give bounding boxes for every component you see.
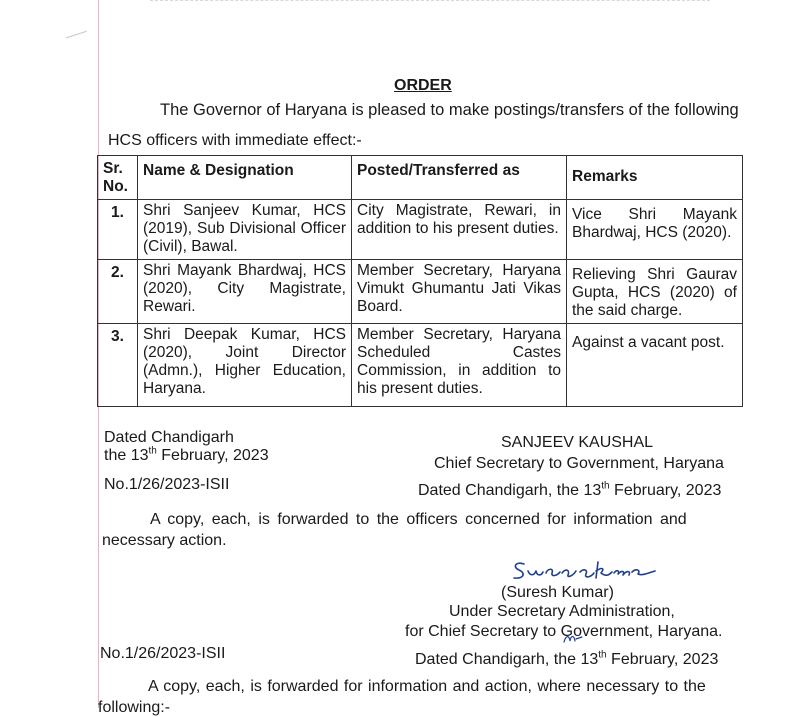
signatory-2-designation-2: for Chief Secretary to Government, Haryana. [405, 623, 723, 640]
table-header-row [98, 156, 743, 200]
table-row [98, 200, 743, 260]
signatory-2-name: (Suresh Kumar) [501, 584, 614, 601]
copy-forward-line-2: necessary action. [102, 532, 227, 549]
endorsement-number: No.1/26/2023-ISII [104, 476, 230, 493]
signatory-designation: Chief Secretary to Government, Haryana [434, 455, 724, 472]
dated-date: the 13th February, 2023 [104, 445, 269, 464]
endorsement-date: Dated Chandigarh, the 13th February, 2023 [418, 480, 722, 499]
row-remarks: Relieving Shri Gaurav Gupta, HCS (2020) of the said charge. [567, 260, 743, 324]
postings-table [97, 155, 743, 407]
row-sr: 2. [98, 260, 138, 324]
intro-line-1: The Governor of Haryana is pleased to make postings/transfers of the following [160, 101, 739, 119]
intro-line-2: HCS officers with immediate effect:- [108, 132, 362, 149]
row-remarks: Vice Shri Mayank Bhardwaj, HCS (2020). [567, 200, 743, 260]
row-sr: 1. [98, 200, 138, 260]
row-name-designation: Shri Mayank Bhardwaj, HCS (2020), City Magistrate, Rewari. [138, 260, 352, 324]
header-remarks: Remarks [567, 156, 743, 200]
header-posted-transferred: Posted/Transferred as [352, 156, 567, 200]
row-name-designation: Shri Deepak Kumar, HCS (2020), Joint Director (Admn.), Higher Education, Haryana. [138, 324, 352, 407]
row-sr: 3. [98, 324, 138, 407]
row-posted-as: Member Secretary, Haryana Vimukt Ghumantu Jati Vikas Board. [352, 260, 567, 324]
endorsement-2-number: No.1/26/2023-ISII [100, 645, 226, 662]
top-edge-marks [150, 0, 710, 7]
endorsement-2-date: Dated Chandigarh, the 13th February, 2023 [415, 649, 719, 668]
copy-forward-2-line-2: following:- [98, 699, 171, 716]
handwritten-signature [510, 558, 660, 584]
table-row [98, 324, 743, 407]
row-name-designation: Shri Sanjeev Kumar, HCS (2019), Sub Divisional Officer (Civil), Bawal. [138, 200, 352, 260]
row-remarks: Against a vacant post. [567, 324, 743, 407]
dated-place: Dated Chandigarh [104, 429, 234, 446]
copy-forward-2-line-1: A copy, each, is forwarded for information and action, where necessary to the [148, 678, 706, 695]
order-heading: ORDER [394, 77, 452, 94]
scan-fleck [66, 31, 89, 44]
row-posted-as: City Magistrate, Rewari, in addition to his present duties. [352, 200, 567, 260]
row-posted-as: Member Secretary, Haryana Scheduled Castes Commission, in addition to his present duties. [352, 324, 567, 407]
signatory-2-designation-1: Under Secretary Administration, [449, 603, 675, 620]
header-name-designation: Name & Designation [138, 156, 352, 200]
signatory-name: SANJEEV KAUSHAL [501, 434, 654, 451]
header-sr-no: Sr. No. [98, 156, 138, 200]
copy-forward-line-1: A copy, each, is forwarded to the officers concerned for information and [150, 511, 687, 528]
initials-mark [562, 633, 584, 645]
table-row [98, 260, 743, 324]
